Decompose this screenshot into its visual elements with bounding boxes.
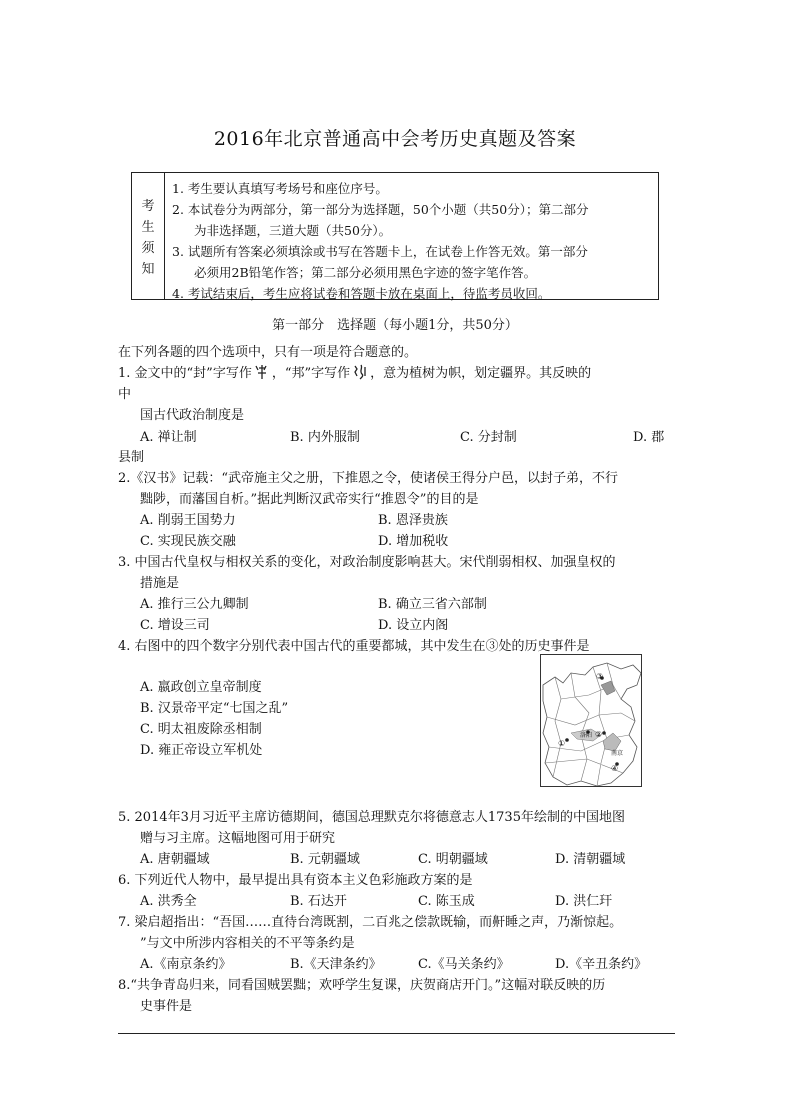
map-label-1: ①: [558, 739, 566, 748]
map-drawing: [541, 655, 642, 787]
q3-option-a[interactable]: A. 推行三公九卿制: [140, 597, 249, 612]
q4-option-a[interactable]: A. 嬴政创立皇帝制度: [140, 680, 262, 695]
q2-option-d[interactable]: D. 增加税收: [378, 534, 449, 549]
notice-rule: 4. 考试结束后，考生应将试卷和答题卡放在桌面上，待监考员收回。: [172, 286, 551, 301]
q7-option-b[interactable]: B.《天津条约》: [290, 957, 382, 972]
question-8-text: 8.“共争青岛归来，同看国贼罢黜；欢呼学生复课，庆贺商店开门。”这幅对联反映的历: [118, 978, 606, 993]
question-8-text: 史事件是: [140, 999, 193, 1014]
question-3-text: 措施是: [140, 576, 180, 591]
q6-option-d[interactable]: D. 洪仁玕: [555, 894, 613, 909]
q7-option-a[interactable]: A.《南京条约》: [140, 957, 232, 972]
feng-glyph-icon: [252, 364, 272, 380]
q5-option-d[interactable]: D. 清朝疆域: [555, 852, 626, 867]
q6-option-b[interactable]: B. 石达开: [290, 894, 347, 909]
question-2-text: 黜陟，而藩国自析。”据此判断汉武帝实行“推恩令”的目的是: [140, 492, 479, 507]
q1-option-a[interactable]: A. 禅让制: [140, 430, 197, 445]
q2-option-c[interactable]: C. 实现民族交融: [140, 534, 236, 549]
q2-option-a[interactable]: A. 削弱王国势力: [140, 513, 236, 528]
notice-label-char: 生: [141, 220, 155, 235]
q1-option-b[interactable]: B. 内外服制: [290, 430, 360, 445]
q5-option-c[interactable]: C. 明朝疆域: [418, 852, 488, 867]
exam-notice-box: [131, 172, 659, 300]
bang-glyph-icon: [350, 364, 370, 380]
q4-option-c[interactable]: C. 明太祖废除丞相制: [140, 722, 262, 737]
question-5-text: 5. 2014年3月习近平主席访德期间，德国总理默克尔将德意志人1735年绘制的中国地图: [118, 810, 625, 825]
q6-option-c[interactable]: C. 陈玉成: [418, 894, 475, 909]
question-1-text: ，意为植树为帜，划定疆界。其反映的: [370, 366, 592, 381]
q6-option-a[interactable]: A. 洪秀全: [140, 894, 197, 909]
notice-rule: 2. 本试卷分为两部分，第一部分为选择题，50个小题（共50分）；第二部分: [172, 202, 589, 217]
q5-option-a[interactable]: A. 唐朝疆域: [140, 852, 210, 867]
notice-label-char: 知: [141, 262, 155, 277]
map-label-2: ②: [595, 730, 603, 739]
question-7-text: 7. 梁启超指出：“吾国……直待台湾既割，二百兆之偿款既输，而鼾睡之声，乃渐惊起。: [118, 915, 623, 930]
notice-label-char: 考: [141, 199, 155, 214]
notice-rule: 必须用2B铅笔作答；第二部分必须用黑色字迹的签字笔作答。: [194, 265, 537, 280]
q5-option-b[interactable]: B. 元朝疆域: [290, 852, 360, 867]
question-7-text: ”与文中所涉内容相关的不平等条约是: [140, 936, 355, 951]
q1-option-d[interactable]: D. 郡: [633, 430, 665, 445]
q3-option-c[interactable]: C. 增设三司: [140, 618, 210, 633]
q2-option-b[interactable]: B. 恩泽贵族: [378, 513, 448, 528]
question-1-text: 1. 金文中的“封”字写作: [118, 366, 252, 381]
q1-option-c[interactable]: C. 分封制: [460, 430, 517, 445]
notice-rule: 3. 试题所有答案必须填涂或书写在答题卡上，在试卷上作答无效。第一部分: [172, 244, 588, 259]
instruction: 在下列各题的四个选项中，只有一项是符合题意的。: [118, 345, 418, 360]
footer-divider: [118, 1033, 675, 1034]
question-1-text: ，“邦”字写作: [271, 366, 351, 381]
map-label-luoyang: 洛阳: [580, 732, 593, 739]
question-1-text: 国古代政治制度是: [140, 408, 245, 423]
question-3-text: 3. 中国古代皇权与相权关系的变化，对政治制度影响甚大。宋代削弱相权、加强皇权的: [118, 555, 616, 570]
question-6-text: 6. 下列近代人物中，最早提出具有资本主义色彩施政方案的是: [118, 873, 473, 888]
map-label-nanjing: 南京: [611, 750, 624, 757]
q7-option-c[interactable]: C.《马关条约》: [418, 957, 510, 972]
question-5-text: 赠与习主席。这幅地图可用于研究: [140, 831, 336, 846]
question-4-text: 4. 右图中的四个数字分别代表中国古代的重要都城，其中发生在③处的历史事件是: [118, 639, 590, 654]
question-1-wrap: 中: [118, 387, 132, 402]
notice-rule: 为非选择题，三道大题（共50分）。: [194, 223, 392, 238]
map-label-4: ④: [611, 764, 619, 773]
q3-option-d[interactable]: D. 设立内阁: [378, 618, 449, 633]
notice-rule: 1. 考生要认真填写考场号和座位序号。: [172, 181, 388, 196]
china-capitals-map: [540, 654, 642, 787]
question-1: [118, 362, 591, 381]
notice-label-char: 须: [141, 241, 155, 256]
q4-option-b[interactable]: B. 汉景帝平定“七国之乱”: [140, 701, 289, 716]
q3-option-b[interactable]: B. 确立三省六部制: [378, 597, 487, 612]
q1-option-d-wrap: 县制: [118, 450, 145, 465]
page-title: 2016年北京普通高中会考历史真题及答案: [213, 128, 577, 150]
q7-option-d[interactable]: D.《辛丑条约》: [555, 957, 648, 972]
q4-option-d[interactable]: D. 雍正帝设立军机处: [140, 743, 263, 758]
question-2-text: 2.《汉书》记载：“武帝施主父之册，下推恩之令，使诸侯王得分户邑，以封子弟，不行: [118, 471, 619, 486]
section-title: 第一部分 选择题（每小题1分，共50分）: [272, 318, 518, 333]
map-label-3: ③: [596, 672, 604, 681]
notice-label: [132, 173, 165, 299]
